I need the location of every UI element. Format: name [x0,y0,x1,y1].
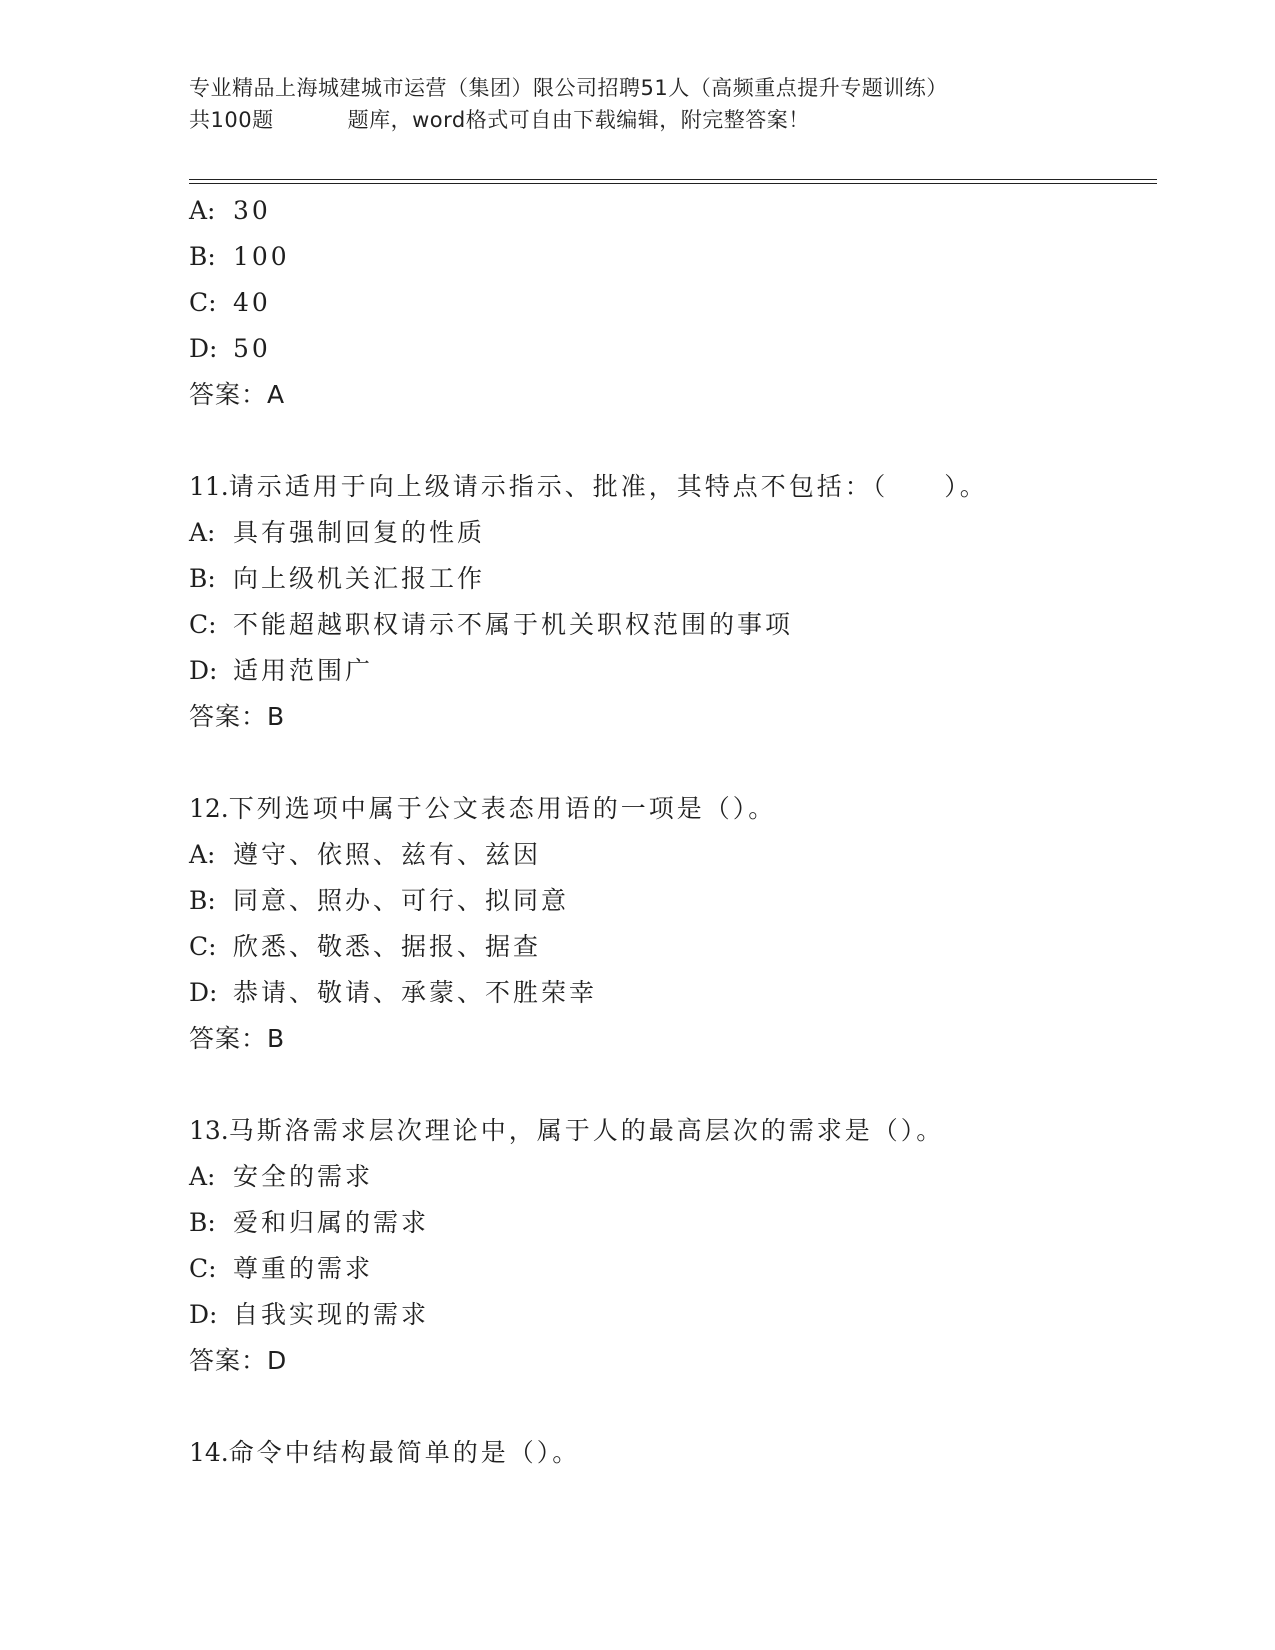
option-c: C: 尊重的需求 [189,1254,374,1283]
header-rule-top [189,179,1157,180]
question-title: 12.下列选项中属于公文表态用语的一项是（）。 [189,794,777,823]
question-title: 14.命令中结构最简单的是（）。 [189,1438,581,1467]
option-c: C: 欣悉、敬悉、据报、据查 [189,932,542,961]
question-11 [189,464,1149,740]
page-header [189,72,1149,136]
question-12 [189,786,1149,1062]
option-a: A: 遵守、依照、兹有、兹因 [189,840,542,869]
question-title: 13.马斯洛需求层次理论中，属于人的最高层次的需求是（）。 [189,1116,945,1145]
header-title: 专业精品上海城建城市运营（集团）限公司招聘51人（高频重点提升专题训练） [189,76,948,100]
option-a: A: 30 [189,196,271,225]
header-question-count: 共100题 [189,108,274,132]
option-d: D: 适用范围广 [189,656,374,685]
option-b: B: 向上级机关汇报工作 [189,564,486,593]
question-title: 11.请示适用于向上级请示指示、批准，其特点不包括：（ ）。 [189,472,988,501]
header-rule-bottom [189,183,1157,184]
header-description: 题库，word格式可自由下载编辑，附完整答案！ [347,108,810,132]
option-c: C: 不能超越职权请示不属于机关职权范围的事项 [189,610,794,639]
answer-line: 答案：D [189,1346,288,1375]
option-b: B: 100 [189,242,290,271]
question-list [189,188,1149,1476]
option-a: A: 安全的需求 [189,1162,374,1191]
option-c: C: 40 [189,288,271,317]
answer-line: 答案：A [189,380,286,409]
answer-line: 答案：B [189,1024,286,1053]
question-10-continued [189,188,1149,418]
option-d: D: 恭请、敬请、承蒙、不胜荣幸 [189,978,598,1007]
option-d: D: 50 [189,334,271,363]
option-b: B: 爱和归属的需求 [189,1208,430,1237]
question-14 [189,1430,1149,1476]
question-13 [189,1108,1149,1384]
option-d: D: 自我实现的需求 [189,1300,430,1329]
option-a: A: 具有强制回复的性质 [189,518,486,547]
answer-line: 答案：B [189,702,286,731]
header-subtitle [189,104,1149,136]
option-b: B: 同意、照办、可行、拟同意 [189,886,570,915]
